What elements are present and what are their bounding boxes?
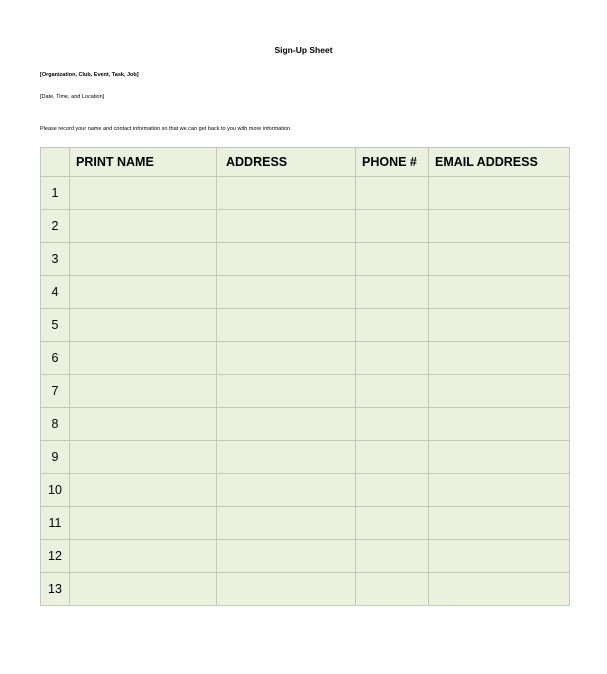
email-address-cell[interactable] bbox=[429, 540, 570, 573]
row-number: 12 bbox=[41, 540, 70, 573]
email-address-cell[interactable] bbox=[429, 276, 570, 309]
address-cell[interactable] bbox=[217, 309, 356, 342]
print-name-cell[interactable] bbox=[70, 573, 217, 606]
row-number: 2 bbox=[41, 210, 70, 243]
header-row bbox=[41, 148, 570, 177]
address-cell[interactable] bbox=[217, 540, 356, 573]
email-address-cell[interactable] bbox=[429, 507, 570, 540]
organization-line: [Organization, Club, Event, Task, Job] bbox=[40, 72, 139, 78]
phone-cell[interactable] bbox=[356, 243, 429, 276]
address-cell[interactable] bbox=[217, 210, 356, 243]
print-name-cell[interactable] bbox=[70, 177, 217, 210]
phone-cell[interactable] bbox=[356, 309, 429, 342]
email-address-cell[interactable] bbox=[429, 474, 570, 507]
print-name-cell[interactable] bbox=[70, 276, 217, 309]
row-number: 4 bbox=[41, 276, 70, 309]
phone-cell[interactable] bbox=[356, 507, 429, 540]
phone-cell[interactable] bbox=[356, 573, 429, 606]
column-header-phone: PHONE # bbox=[356, 148, 429, 177]
print-name-cell[interactable] bbox=[70, 441, 217, 474]
row-number: 13 bbox=[41, 573, 70, 606]
email-address-cell[interactable] bbox=[429, 210, 570, 243]
address-cell[interactable] bbox=[217, 408, 356, 441]
table-row bbox=[41, 243, 570, 276]
phone-cell[interactable] bbox=[356, 276, 429, 309]
phone-cell[interactable] bbox=[356, 375, 429, 408]
document-title: Sign-Up Sheet bbox=[274, 45, 333, 55]
phone-cell[interactable] bbox=[356, 342, 429, 375]
phone-cell[interactable] bbox=[356, 474, 429, 507]
address-cell[interactable] bbox=[217, 342, 356, 375]
table-row bbox=[41, 507, 570, 540]
date-line: [Date, Time, and Location] bbox=[40, 94, 105, 100]
row-number: 11 bbox=[41, 507, 70, 540]
table-row bbox=[41, 573, 570, 606]
signup-table bbox=[40, 147, 570, 606]
table-row bbox=[41, 309, 570, 342]
email-address-cell[interactable] bbox=[429, 177, 570, 210]
column-header-email-address: EMAIL ADDRESS bbox=[429, 148, 570, 177]
table-row bbox=[41, 342, 570, 375]
table-row bbox=[41, 276, 570, 309]
print-name-cell[interactable] bbox=[70, 210, 217, 243]
print-name-cell[interactable] bbox=[70, 474, 217, 507]
address-cell[interactable] bbox=[217, 177, 356, 210]
column-header-print-name: PRINT NAME bbox=[70, 148, 217, 177]
address-cell[interactable] bbox=[217, 474, 356, 507]
email-address-cell[interactable] bbox=[429, 309, 570, 342]
phone-cell[interactable] bbox=[356, 441, 429, 474]
table-row bbox=[41, 177, 570, 210]
table-row bbox=[41, 408, 570, 441]
address-cell[interactable] bbox=[217, 375, 356, 408]
row-number: 8 bbox=[41, 408, 70, 441]
email-address-cell[interactable] bbox=[429, 441, 570, 474]
row-number: 3 bbox=[41, 243, 70, 276]
phone-cell[interactable] bbox=[356, 540, 429, 573]
print-name-cell[interactable] bbox=[70, 540, 217, 573]
address-cell[interactable] bbox=[217, 573, 356, 606]
instructions-text: Please record your name and contact information so that we can get back to you with more information. bbox=[40, 126, 292, 132]
email-address-cell[interactable] bbox=[429, 342, 570, 375]
row-number: 9 bbox=[41, 441, 70, 474]
email-address-cell[interactable] bbox=[429, 408, 570, 441]
phone-cell[interactable] bbox=[356, 177, 429, 210]
row-number: 6 bbox=[41, 342, 70, 375]
address-cell[interactable] bbox=[217, 276, 356, 309]
print-name-cell[interactable] bbox=[70, 243, 217, 276]
email-address-cell[interactable] bbox=[429, 375, 570, 408]
print-name-cell[interactable] bbox=[70, 342, 217, 375]
address-cell[interactable] bbox=[217, 243, 356, 276]
phone-cell[interactable] bbox=[356, 210, 429, 243]
email-address-cell[interactable] bbox=[429, 243, 570, 276]
table-row bbox=[41, 540, 570, 573]
row-number: 7 bbox=[41, 375, 70, 408]
row-number: 10 bbox=[41, 474, 70, 507]
print-name-cell[interactable] bbox=[70, 507, 217, 540]
row-number: 5 bbox=[41, 309, 70, 342]
row-number: 1 bbox=[41, 177, 70, 210]
email-address-cell[interactable] bbox=[429, 573, 570, 606]
table-row bbox=[41, 210, 570, 243]
table-row bbox=[41, 441, 570, 474]
print-name-cell[interactable] bbox=[70, 375, 217, 408]
print-name-cell[interactable] bbox=[70, 309, 217, 342]
print-name-cell[interactable] bbox=[70, 408, 217, 441]
column-header-address: ADDRESS bbox=[217, 148, 356, 177]
table-row bbox=[41, 375, 570, 408]
phone-cell[interactable] bbox=[356, 408, 429, 441]
address-cell[interactable] bbox=[217, 507, 356, 540]
address-cell[interactable] bbox=[217, 441, 356, 474]
column-header-number bbox=[41, 148, 70, 177]
table-row bbox=[41, 474, 570, 507]
